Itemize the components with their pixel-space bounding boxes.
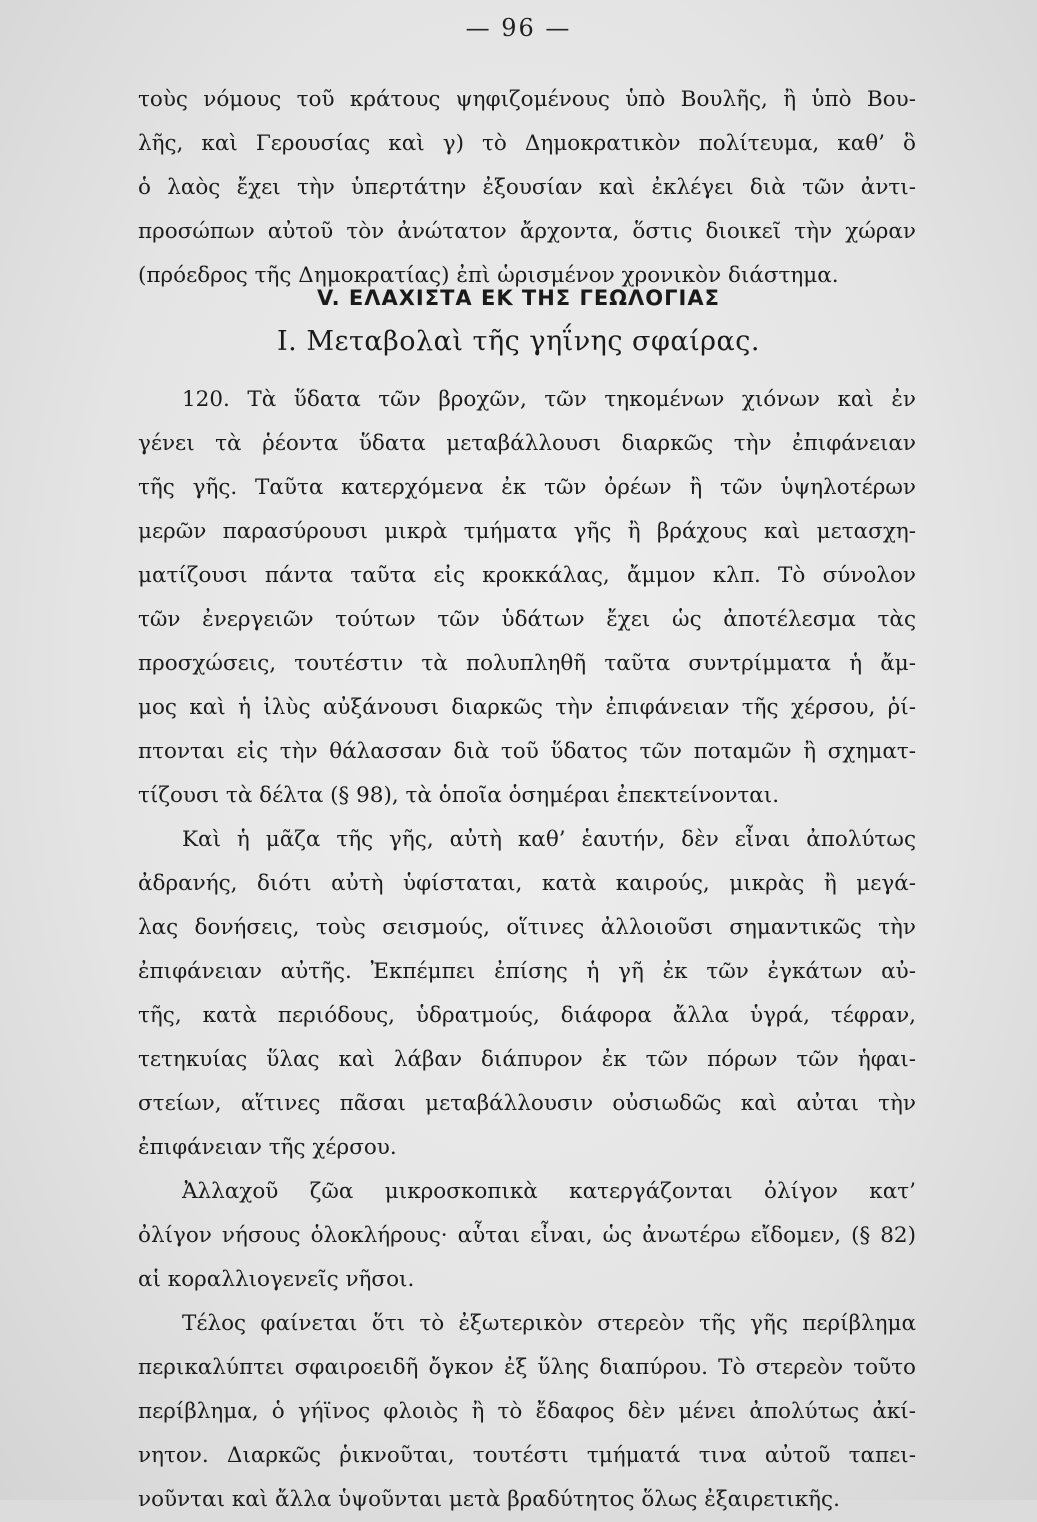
text-line: 120. Τὰ ὕδατα τῶν βροχῶν, τῶν τηκομένων χιόνων καὶ ἐν xyxy=(182,387,916,412)
text-line: ἀδρανής, διότι αὐτὴ ὑφίσταται, κατὰ καιρούς, μικρὰς ἢ μεγά- xyxy=(138,871,916,896)
section-heading: V. ΕΛΑΧΙΣΤΑ ΕΚ ΤΗΣ ΓΕΩΛΟΓΙΑΣ xyxy=(317,286,720,310)
text-line: τοὺς νόμους τοῦ κράτους ψηφιζομένους ὑπὸ Βουλῆς, ἢ ὑπὸ Βου- xyxy=(138,87,916,112)
text-line: νοῦνται καὶ ἄλλα ὑψοῦνται μετὰ βραδύτητος ὅλως ἐξαιρετικῆς. xyxy=(138,1487,840,1512)
text-line: (πρόεδρος τῆς Δημοκρατίας) ἐπὶ ὡρισμένον χρονικὸν διάστημα. xyxy=(138,263,839,288)
text-line: λας δονήσεις, τοὺς σεισμούς, οἵτινες ἀλλοιοῦσι σημαντικῶς τὴν xyxy=(138,915,916,940)
subsection-heading: I. Μεταβολαὶ τῆς γηΐνης σφαίρας. xyxy=(277,326,760,357)
text-line: τῆς γῆς. Ταῦτα κατερχόμενα ἐκ τῶν ὀρέων ἢ τῶν ὑψηλοτέρων xyxy=(138,475,916,500)
text-line: Καὶ ἡ μᾶζα τῆς γῆς, αὐτὴ καθ’ ἑαυτήν, δὲν εἶναι ἀπολύτως xyxy=(182,827,916,852)
text-line: στείων, αἵτινες πᾶσαι μεταβάλλουσιν οὐσιωδῶς καὶ αὐται τὴν xyxy=(138,1091,916,1116)
text-line: ὁ λαὸς ἔχει τὴν ὑπερτάτην ἐξουσίαν καὶ ἐκλέγει διὰ τῶν ἀντι- xyxy=(138,175,916,200)
text-line: τετηκυίας ὕλας καὶ λάβαν διάπυρον ἐκ τῶν πόρων τῶν ἡφαι- xyxy=(138,1047,916,1072)
text-line: λῆς, καὶ Γερουσίας καὶ γ) τὸ Δημοκρατικὸν πολίτευμα, καθ’ ὃ xyxy=(138,131,916,156)
text-line: ὀλίγον νήσους ὁλοκλήρους· αὗται εἶναι, ὡς ἀνωτέρω εἴδομεν, (§ 82) xyxy=(138,1223,916,1248)
text-line: προσώπων αὐτοῦ τὸν ἀνώτατον ἄρχοντα, ὅστις διοικεῖ τὴν χώραν xyxy=(138,219,916,244)
text-line: αἱ κοραλλιογενεῖς νῆσοι. xyxy=(138,1267,415,1292)
text-line: Τέλος φαίνεται ὅτι τὸ ἐξωτερικὸν στερεὸν τῆς γῆς περίβλημα xyxy=(182,1311,916,1336)
text-line: γένει τὰ ῥέοντα ὕδατα μεταβάλλουσι διαρκῶς τὴν ἐπιφάνειαν xyxy=(138,431,916,456)
text-line: περικαλύπτει σφαιροειδῆ ὄγκον ἐξ ὕλης διαπύρου. Τὸ στερεὸν τοῦτο xyxy=(138,1355,916,1380)
text-line: Ἀλλαχοῦ ζῶα μικροσκοπικὰ κατεργάζονται ὀλίγον κατ’ xyxy=(182,1179,916,1204)
text-line: περίβλημα, ὁ γήϊνος φλοιὸς ἢ τὸ ἔδαφος δὲν μένει ἀπολύτως ἀκί- xyxy=(138,1399,916,1424)
text-line: τίζουσι τὰ δέλτα (§ 98), τὰ ὁποῖα ὁσημέραι ἐπεκτείνονται. xyxy=(138,783,780,808)
text-line: νητον. Διαρκῶς ῥικνοῦται, τουτέστι τμήματά τινα αὐτοῦ ταπει- xyxy=(138,1443,916,1468)
text-line: ἐπιφάνειαν αὐτῆς. Ἐκπέμπει ἐπίσης ἡ γῆ ἐκ τῶν ἐγκάτων αὐ- xyxy=(138,959,916,984)
page-number: — 96 — xyxy=(465,14,572,42)
main-body xyxy=(138,378,916,1522)
text-line: ἐπιφάνειαν τῆς χέρσου. xyxy=(138,1135,397,1160)
text-line: τῆς, κατὰ περιόδους, ὑδρατμούς, διάφορα ἄλλα ὑγρά, τέφραν, xyxy=(138,1003,916,1028)
text-line: προσχώσεις, τουτέστιν τὰ πολυπληθῆ ταῦτα συντρίμματα ἡ ἄμ- xyxy=(138,651,916,676)
text-line: τῶν ἐνεργειῶν τούτων τῶν ὑδάτων ἔχει ὡς ἀποτέλεσμα τὰς xyxy=(138,607,916,632)
text-line: ματίζουσι πάντα ταῦτα εἰς κροκκάλας, ἄμμον κλπ. Τὸ σύνολον xyxy=(138,563,916,588)
text-line: πτονται εἰς τὴν θάλασσαν διὰ τοῦ ὕδατος τῶν ποταμῶν ἢ σχηματ- xyxy=(138,739,916,764)
text-line: μερῶν παρασύρουσι μικρὰ τμήματα γῆς ἢ βράχους καὶ μετασχη- xyxy=(138,519,916,544)
text-line: μος καὶ ἡ ἰλὺς αὐξάνουσι διαρκῶς τὴν ἐπιφάνειαν τῆς χέρσου, ῥί- xyxy=(138,695,916,720)
intro-paragraph xyxy=(138,78,916,298)
